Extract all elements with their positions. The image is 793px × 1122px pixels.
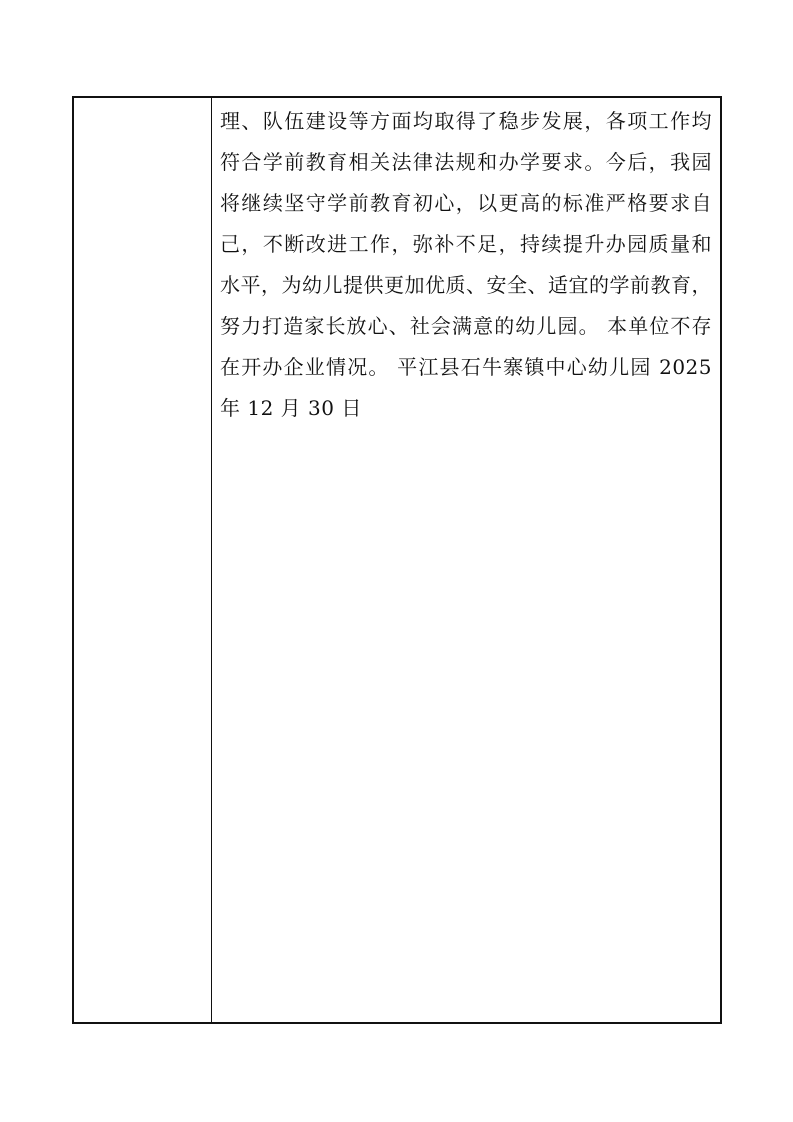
- text-line: 符合学前教育相关法律法规和办学要求。今后，我园: [220, 150, 712, 174]
- table-content-cell: [212, 98, 720, 1022]
- text-line: 水平，为幼儿提供更加优质、安全、适宜的学前教育，: [220, 273, 712, 297]
- text-line: 将继续坚守学前教育初心，以更高的标准严格要求自: [220, 191, 712, 215]
- text-line: 理、队伍建设等方面均取得了稳步发展，各项工作均: [220, 109, 712, 133]
- text-line: 在开办企业情况。 平江县石牛寨镇中心幼儿园 2025: [220, 355, 712, 379]
- table-label-cell: [74, 98, 212, 1022]
- text-line: 努力打造家长放心、社会满意的幼儿园。 本单位不存: [220, 314, 712, 338]
- text-line: 己，不断改进工作，弥补不足，持续提升办园质量和: [220, 232, 712, 256]
- date-line: 年 12 月 30 日: [220, 396, 362, 420]
- report-table: [72, 96, 722, 1024]
